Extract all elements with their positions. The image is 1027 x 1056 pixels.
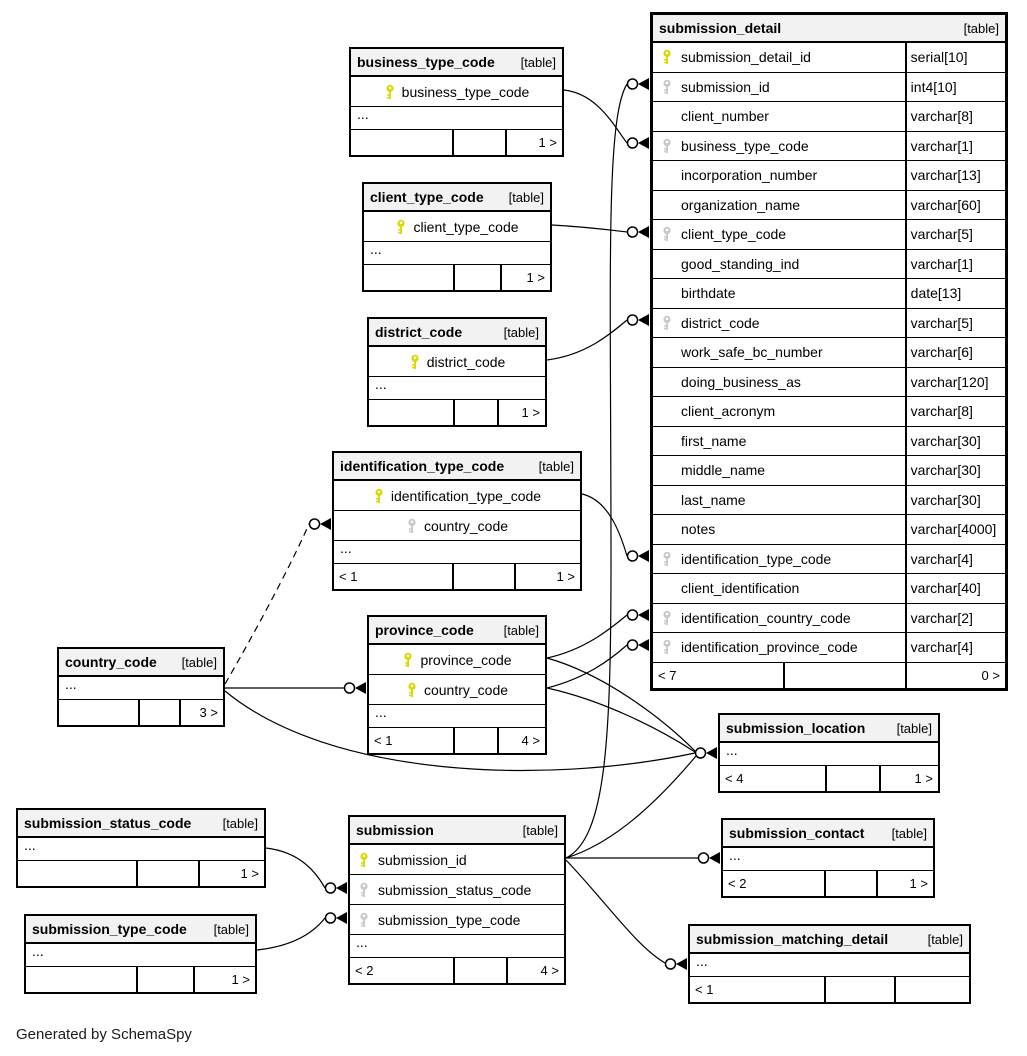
- table-submission_status_code: [16, 808, 266, 888]
- foreign-key-icon: [406, 518, 418, 534]
- table-tag: [table]: [213, 921, 249, 937]
- column-name-cell: [653, 338, 905, 367]
- table-tag: [table]: [222, 815, 258, 831]
- key-spacer: [661, 492, 673, 508]
- table-submission_location: [718, 713, 940, 793]
- key-spacer: [661, 521, 673, 537]
- table-name[interactable]: country_code: [65, 654, 157, 670]
- table-header: [369, 319, 545, 347]
- column-row-client_type_code: [653, 220, 1005, 250]
- crow-foot-marker: [628, 137, 650, 149]
- footer-parents: < 2: [728, 876, 747, 891]
- foreign-key-icon: [661, 315, 673, 331]
- table-header: [364, 184, 550, 212]
- table-name[interactable]: district_code: [375, 324, 463, 340]
- column-name: country_code: [423, 517, 509, 534]
- table-footer: [351, 130, 562, 155]
- column-type: varchar[30]: [905, 456, 1005, 485]
- footer-children: 1 >: [514, 564, 580, 589]
- column-name: notes: [681, 521, 716, 538]
- column-name-cell: [653, 279, 905, 308]
- footer-parents: [351, 130, 452, 155]
- footer-middle: [136, 967, 193, 992]
- column-name-cell: [350, 875, 564, 904]
- column-name-cell: [653, 102, 905, 131]
- table-name[interactable]: submission_detail: [659, 20, 782, 36]
- footer-middle: [452, 130, 505, 155]
- column-row-identification_province_code: [653, 633, 1005, 663]
- column-name-cell: [653, 43, 905, 72]
- column-row-business_type_code: [653, 132, 1005, 162]
- foreign-key-icon: [358, 912, 370, 928]
- table-footer: [350, 958, 564, 983]
- primary-key-icon: [661, 49, 673, 65]
- column-name: identification_type_code: [390, 487, 542, 504]
- table-tag: [table]: [891, 825, 927, 841]
- column-name-cell: [350, 845, 564, 874]
- footer-middle: [783, 663, 904, 688]
- table-tag: [table]: [927, 931, 963, 947]
- column-type: varchar[4]: [905, 633, 1005, 662]
- column-name-cell: [364, 212, 550, 241]
- column-row-client_number: [653, 102, 1005, 132]
- column-row-incorporation_number: [653, 161, 1005, 191]
- crow-foot-marker: [628, 78, 650, 90]
- relationship-line-e5: [582, 494, 627, 556]
- footer-parents: [59, 700, 138, 725]
- column-name-cell: [653, 633, 905, 662]
- ellipsis-row: ...: [26, 944, 255, 967]
- relationship-line-e9: [547, 615, 627, 658]
- column-name: client_acronym: [681, 403, 776, 420]
- foreign-key-icon: [661, 639, 673, 655]
- column-name-cell: [653, 574, 905, 603]
- table-header: [720, 715, 938, 743]
- footer-parents: [18, 861, 136, 886]
- column-name-cell: [369, 347, 545, 376]
- relationship-line-e14: [257, 918, 325, 950]
- table-header: [26, 916, 255, 944]
- column-row-work_safe_bc_number: [653, 338, 1005, 368]
- footer-children: 4 >: [506, 958, 564, 983]
- key-spacer: [661, 285, 673, 301]
- table-tag: [table]: [963, 20, 999, 36]
- column-row-submission_id: [653, 73, 1005, 103]
- ellipsis-row: ...: [351, 107, 562, 130]
- footer-parents: < 1: [339, 569, 358, 584]
- primary-key-icon: [358, 852, 370, 868]
- foreign-key-icon: [358, 882, 370, 898]
- table-tag: [table]: [896, 720, 932, 736]
- column-row-submission_status_code: [350, 875, 564, 905]
- foreign-key-icon: [661, 551, 673, 567]
- column-name-cell: [334, 511, 580, 540]
- column-name-cell: [653, 250, 905, 279]
- relationship-line-e6: [225, 524, 309, 684]
- footer-middle: [453, 400, 497, 425]
- crow-foot-marker: [326, 882, 348, 894]
- column-row-last_name: [653, 486, 1005, 516]
- footer-middle: [136, 861, 198, 886]
- column-row-submission_type_code: [350, 905, 564, 935]
- column-type: varchar[4]: [905, 545, 1005, 574]
- crow-foot-marker: [345, 682, 367, 694]
- table-name[interactable]: submission_status_code: [24, 815, 192, 831]
- column-name: submission_type_code: [378, 911, 521, 928]
- column-name-cell: [653, 309, 905, 338]
- footer-middle: [138, 700, 179, 725]
- column-name: identification_type_code: [681, 550, 832, 567]
- column-type: varchar[5]: [905, 220, 1005, 249]
- column-row-birthdate: [653, 279, 1005, 309]
- footer-middle: [453, 728, 497, 753]
- table-footer: [26, 967, 255, 992]
- column-name: client_identification: [681, 580, 800, 597]
- table-name[interactable]: province_code: [375, 622, 474, 638]
- table-name[interactable]: submission_location: [726, 720, 866, 736]
- column-name: business_type_code: [401, 83, 530, 100]
- column-type: varchar[8]: [905, 102, 1005, 131]
- table-submission_type_code: [24, 914, 257, 994]
- footer-parents: [364, 265, 453, 290]
- column-name: submission_id: [681, 78, 770, 95]
- footer-children: 1 >: [500, 265, 550, 290]
- table-name[interactable]: business_type_code: [357, 54, 495, 70]
- column-name-cell: [351, 77, 562, 106]
- ellipsis-row: ...: [350, 935, 564, 958]
- table-name[interactable]: submission_contact: [729, 825, 865, 841]
- footer-children: 1 >: [198, 861, 264, 886]
- ellipsis-row: ...: [334, 541, 580, 564]
- footer-children: 3 >: [179, 700, 223, 725]
- column-name: last_name: [681, 491, 746, 508]
- column-name: first_name: [681, 432, 747, 449]
- crow-foot-marker: [628, 639, 650, 651]
- table-submission_detail: [650, 12, 1008, 691]
- column-type: varchar[30]: [905, 486, 1005, 515]
- table-footer: [59, 700, 223, 725]
- footer-children: 1 >: [879, 766, 938, 791]
- column-type: varchar[13]: [905, 161, 1005, 190]
- ellipsis-row: ...: [723, 848, 933, 871]
- relationship-line-e3: [552, 225, 627, 232]
- column-name: district_code: [426, 353, 506, 370]
- column-row-province_code: [369, 645, 545, 675]
- column-type: varchar[8]: [905, 397, 1005, 426]
- table-name[interactable]: identification_type_code: [340, 458, 505, 474]
- column-name-cell: [653, 191, 905, 220]
- key-spacer: [661, 167, 673, 183]
- key-spacer: [661, 580, 673, 596]
- key-spacer: [661, 433, 673, 449]
- table-header: [369, 617, 545, 645]
- key-spacer: [661, 462, 673, 478]
- table-header: [690, 926, 969, 954]
- footer-children: [894, 977, 969, 1002]
- column-name: incorporation_number: [681, 167, 818, 184]
- column-name: organization_name: [681, 196, 801, 213]
- column-name: doing_business_as: [681, 373, 801, 390]
- column-name: submission_detail_id: [681, 49, 811, 66]
- key-spacer: [661, 344, 673, 360]
- column-row-district_code: [653, 309, 1005, 339]
- table-country_code: [57, 647, 225, 727]
- generated-by-note: Generated by SchemaSpy: [16, 1026, 192, 1043]
- table-submission: [348, 815, 566, 985]
- footer-parents: < 2: [355, 963, 374, 978]
- column-row-identification_type_code: [653, 545, 1005, 575]
- table-footer: [334, 564, 580, 589]
- table-tag: [table]: [520, 54, 556, 70]
- table-header: [653, 15, 1005, 43]
- column-row-middle_name: [653, 456, 1005, 486]
- crow-foot-marker: [628, 226, 650, 238]
- key-spacer: [661, 403, 673, 419]
- column-name-cell: [653, 515, 905, 544]
- table-header: [351, 49, 562, 77]
- table-footer: [690, 977, 969, 1002]
- column-name: identification_country_code: [681, 609, 851, 626]
- column-type: varchar[6]: [905, 338, 1005, 367]
- column-name: work_safe_bc_number: [681, 344, 823, 361]
- table-footer: [369, 400, 545, 425]
- column-type: date[13]: [905, 279, 1005, 308]
- column-name-cell: [369, 645, 545, 674]
- table-name[interactable]: submission_matching_detail: [696, 931, 889, 947]
- table-footer: [364, 265, 550, 290]
- ellipsis-row: ...: [59, 677, 223, 700]
- crow-foot-marker: [628, 609, 650, 621]
- table-header: [350, 817, 564, 845]
- column-row-good_standing_ind: [653, 250, 1005, 280]
- foreign-key-icon: [661, 610, 673, 626]
- table-name[interactable]: client_type_code: [370, 189, 484, 205]
- column-type: varchar[40]: [905, 574, 1005, 603]
- ellipsis-row: ...: [18, 838, 264, 861]
- column-name-cell: [653, 604, 905, 633]
- column-row-notes: [653, 515, 1005, 545]
- column-name: client_number: [681, 108, 769, 125]
- footer-parents: < 1: [374, 733, 393, 748]
- column-type: varchar[2]: [905, 604, 1005, 633]
- footer-middle: [825, 766, 880, 791]
- foreign-key-icon: [661, 138, 673, 154]
- footer-middle: [824, 871, 877, 896]
- footer-parents: < 1: [695, 982, 714, 997]
- ellipsis-row: ...: [369, 377, 545, 400]
- column-name-cell: [653, 73, 905, 102]
- table-name[interactable]: submission_type_code: [32, 921, 187, 937]
- primary-key-icon: [384, 84, 396, 100]
- footer-children: 1 >: [497, 400, 545, 425]
- column-type: varchar[120]: [905, 368, 1005, 397]
- crow-foot-marker: [326, 912, 348, 924]
- footer-middle: [824, 977, 894, 1002]
- column-type: varchar[1]: [905, 132, 1005, 161]
- ellipsis-row: ...: [690, 954, 969, 977]
- column-row-first_name: [653, 427, 1005, 457]
- table-province_code: [367, 615, 547, 755]
- column-name-cell: [653, 456, 905, 485]
- column-name: birthdate: [681, 285, 736, 302]
- relationship-line-e10: [547, 645, 627, 688]
- column-name-cell: [653, 368, 905, 397]
- primary-key-icon: [409, 354, 421, 370]
- table-header: [59, 649, 223, 677]
- column-name: client_type_code: [413, 218, 519, 235]
- column-name: province_code: [420, 651, 512, 668]
- column-name: submission_id: [378, 851, 467, 868]
- primary-key-icon: [373, 488, 385, 504]
- primary-key-icon: [402, 652, 414, 668]
- footer-middle: [453, 265, 500, 290]
- table-header: [18, 810, 264, 838]
- footer-children: 1 >: [876, 871, 933, 896]
- table-tag: [table]: [538, 458, 574, 474]
- relationship-line-e4: [547, 320, 627, 360]
- footer-children: 1 >: [193, 967, 255, 992]
- column-row-business_type_code: [351, 77, 562, 107]
- table-name[interactable]: submission: [356, 822, 434, 838]
- footer-parents: [26, 967, 136, 992]
- column-row-district_code: [369, 347, 545, 377]
- ellipsis-row: ...: [369, 705, 545, 728]
- table-submission_contact: [721, 818, 935, 898]
- relationship-line-e15: [566, 756, 696, 858]
- column-row-client_type_code: [364, 212, 550, 242]
- column-row-submission_detail_id: [653, 43, 1005, 73]
- crow-foot-marker: [696, 747, 718, 759]
- table-business_type_code: [349, 47, 564, 157]
- table-tag: [table]: [503, 622, 539, 638]
- relationship-line-e12: [547, 688, 695, 752]
- column-row-client_acronym: [653, 397, 1005, 427]
- column-name: client_type_code: [681, 226, 787, 243]
- column-name-cell: [653, 397, 905, 426]
- column-name-cell: [653, 220, 905, 249]
- table-tag: [table]: [522, 822, 558, 838]
- column-type: varchar[60]: [905, 191, 1005, 220]
- ellipsis-row: ...: [720, 743, 938, 766]
- key-spacer: [661, 374, 673, 390]
- column-name-cell: [369, 675, 545, 704]
- table-identification_type_code: [332, 451, 582, 591]
- column-type: varchar[4000]: [905, 515, 1005, 544]
- column-name-cell: [334, 481, 580, 510]
- footer-children: 0 >: [905, 663, 1005, 688]
- column-row-country_code: [334, 511, 580, 541]
- column-row-identification_country_code: [653, 604, 1005, 634]
- column-name-cell: [653, 545, 905, 574]
- table-header: [723, 820, 933, 848]
- crow-foot-marker: [666, 958, 688, 970]
- table-header: [334, 453, 580, 481]
- table-footer: [653, 663, 1005, 688]
- column-name: middle_name: [681, 462, 766, 479]
- column-name: identification_province_code: [681, 639, 858, 656]
- footer-parents: < 4: [725, 771, 744, 786]
- table-tag: [table]: [508, 189, 544, 205]
- footer-parents: [369, 400, 453, 425]
- column-name-cell: [653, 486, 905, 515]
- column-type: varchar[5]: [905, 309, 1005, 338]
- table-tag: [table]: [181, 654, 217, 670]
- column-name-cell: [653, 161, 905, 190]
- crow-foot-marker: [310, 518, 332, 530]
- column-row-organization_name: [653, 191, 1005, 221]
- foreign-key-icon: [661, 79, 673, 95]
- table-submission_matching_detail: [688, 924, 971, 1004]
- table-footer: [369, 728, 545, 753]
- column-row-client_identification: [653, 574, 1005, 604]
- crow-foot-marker: [628, 550, 650, 562]
- column-row-identification_type_code: [334, 481, 580, 511]
- crow-foot-marker: [699, 852, 721, 864]
- footer-middle: [452, 564, 514, 589]
- column-name: submission_status_code: [378, 881, 532, 898]
- footer-children: 4 >: [497, 728, 545, 753]
- key-spacer: [661, 108, 673, 124]
- column-name: business_type_code: [681, 137, 809, 154]
- table-footer: [723, 871, 933, 896]
- column-type: varchar[30]: [905, 427, 1005, 456]
- relationship-line-e13: [266, 848, 325, 888]
- footer-children: 1 >: [505, 130, 562, 155]
- column-name: good_standing_ind: [681, 255, 800, 272]
- table-footer: [18, 861, 264, 886]
- table-client_type_code: [362, 182, 552, 292]
- column-row-doing_business_as: [653, 368, 1005, 398]
- column-type: int4[10]: [905, 73, 1005, 102]
- primary-key-icon: [395, 219, 407, 235]
- ellipsis-row: ...: [364, 242, 550, 265]
- key-spacer: [661, 197, 673, 213]
- column-name-cell: [653, 427, 905, 456]
- column-name: district_code: [681, 314, 760, 331]
- crow-foot-marker: [628, 314, 650, 326]
- foreign-key-icon: [661, 226, 673, 242]
- relationship-line-e17: [566, 860, 665, 963]
- column-name-cell: [653, 132, 905, 161]
- primary-key-icon: [406, 682, 418, 698]
- column-row-country_code: [369, 675, 545, 705]
- table-footer: [720, 766, 938, 791]
- footer-middle: [453, 958, 507, 983]
- column-name: country_code: [423, 681, 509, 698]
- column-row-submission_id: [350, 845, 564, 875]
- column-name-cell: [350, 905, 564, 934]
- table-tag: [table]: [503, 324, 539, 340]
- column-type: varchar[1]: [905, 250, 1005, 279]
- key-spacer: [661, 256, 673, 272]
- footer-parents: < 7: [658, 667, 677, 683]
- column-type: serial[10]: [905, 43, 1005, 72]
- table-district_code: [367, 317, 547, 427]
